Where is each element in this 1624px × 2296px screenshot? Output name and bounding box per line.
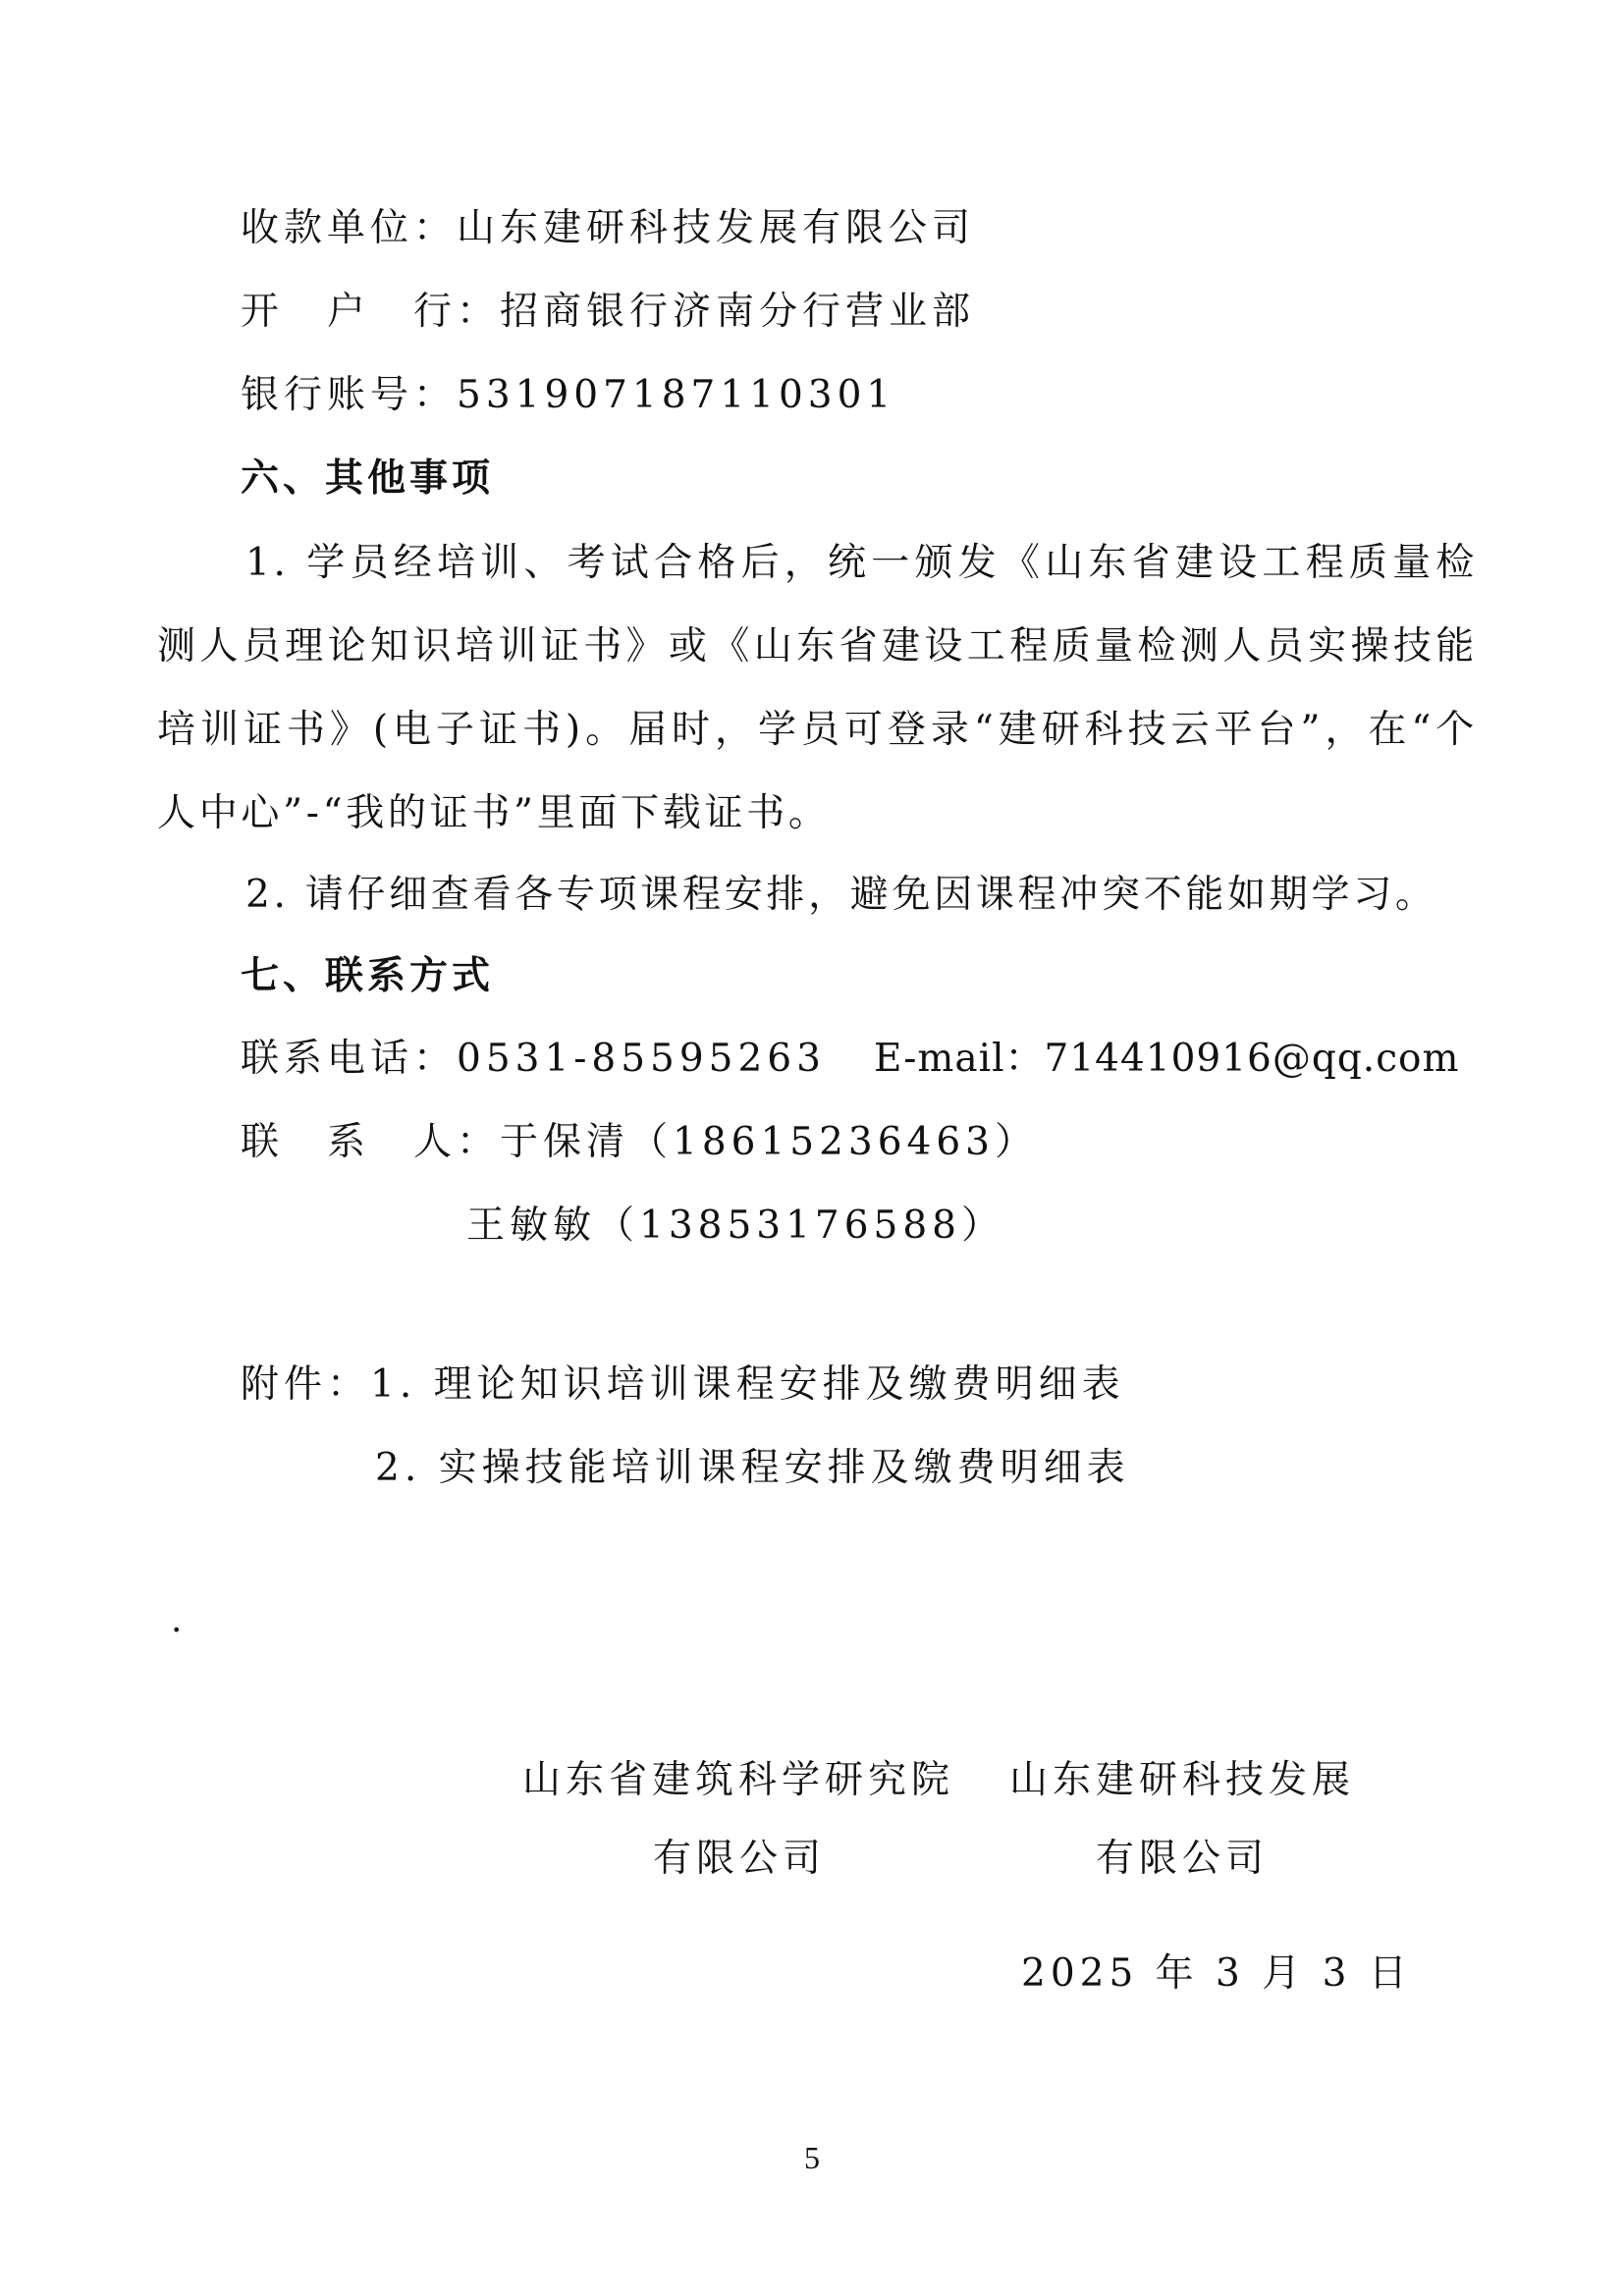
contact-person-2: 王敏敏（13853176588） [466,1203,1004,1248]
signature-org-2-line-1: 山东建研科技发展 [1009,1758,1356,1802]
attachment-2: 2. 实操技能培训课程安排及缴费明细表 [375,1446,1130,1490]
signature-org-1-line-2: 有限公司 [653,1837,827,1881]
account-line: 银行账号：531907187110301 [241,373,896,417]
payee-line: 收款单位：山东建研科技发展有限公司 [241,206,976,250]
email-line: E-mail：714410916@qq.com [874,1037,1460,1081]
bank-line: 开 户 行：招商银行济南分行营业部 [241,290,976,334]
phone-line: 联系电话：0531-85595263 [241,1037,826,1081]
signature-date: 2025 年 3 月 3 日 [1021,1951,1412,1996]
section-6-item-1: 1. 学员经培训、考试合格后，统一颁发《山东省建设工程质量检测人员理论知识培训证书》或《山东省建设工程质量检测人员实操技能培训证书》(电子证书)。届时，学员可登录“建研科技云平台”，在“个人中心”-“我的证书”里面下载证书。 [157,541,1478,835]
signature-org-1-line-1: 山东省建筑科学研究院 [522,1758,955,1802]
signature-org-2-line-2: 有限公司 [1096,1837,1270,1881]
section-6-heading: 六、其他事项 [241,456,495,501]
stray-dot: . [171,1600,183,1640]
page-number: 5 [804,2140,820,2175]
section-6-item-2: 2. 请仔细查看各专项课程安排，避免因课程冲突不能如期学习。 [245,873,1437,917]
attachment-1: 附件：1. 理论知识培训课程安排及缴费明细表 [241,1362,1125,1407]
section-7-heading: 七、联系方式 [241,954,495,998]
contact-person-1: 联 系 人：于保清（18615236463） [241,1120,1038,1164]
